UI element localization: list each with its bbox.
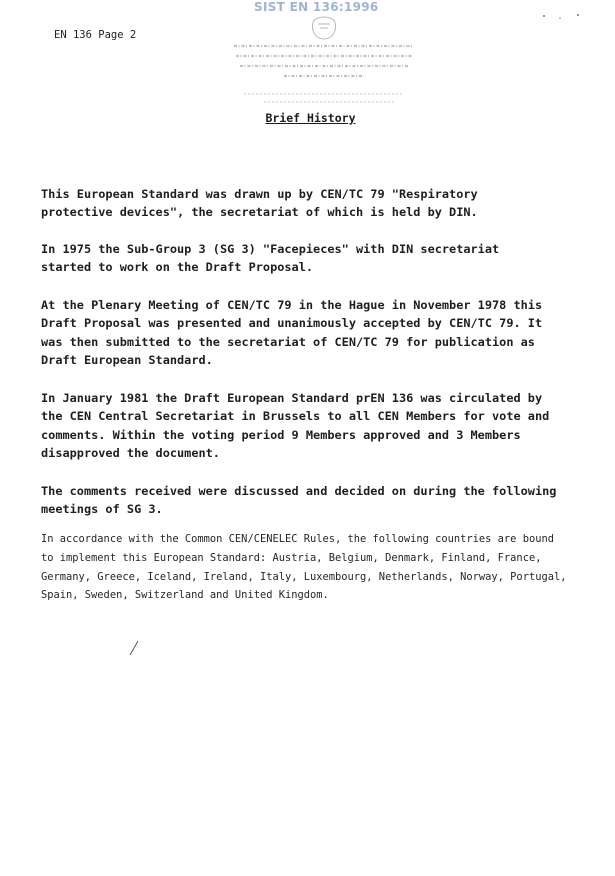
paragraph-4: In January 1981 the Draft European Standard prEN 136 was circulated by the CEN Central Secretariat in Brussels to all CEN Members for vote and comments. Within the voting period 9 Members approved and 3 Members disapproved the document.	[41, 391, 550, 460]
paragraph-5: The comments received were discussed and decided on during the following meetings of SG 3.	[41, 484, 557, 517]
title-text: Brief History	[265, 111, 356, 125]
watermark: SIST EN 136:1996	[254, 0, 379, 14]
paragraph-1: This European Standard was drawn up by CEN/TC 79 "Respiratory protective devices", the secretariat of which is held by DIN.	[41, 187, 478, 220]
implementation-note: In accordance with the Common CEN/CENELEC Rules, the following countries are bound to implement this European Standard: Austria, Belgium, Denmark, Finland, France, Germany, Greece, Iceland, Ireland, Italy, Luxembourg, Netherlands, Norway, Portugal, Spain, Sweden, Switzerland and United Kingdom.	[41, 533, 567, 602]
stray-pen-mark-icon	[128, 640, 140, 656]
corner-specks-icon	[540, 10, 590, 22]
paragraph-2: In 1975 the Sub-Group 3 (SG 3) "Facepieces" with DIN secretariat started to work on the Draft Proposal.	[41, 242, 500, 275]
paragraph-3: At the Plenary Meeting of CEN/TC 79 in the Hague in November 1978 this Draft Proposal was presented and unanimously accepted by CEN/TC 79. It was then submitted to the secretariat of CEN/TC 79 for publication as Draft European Standard.	[41, 298, 543, 367]
stamp-seal-icon	[224, 14, 424, 110]
page-label: EN 136 Page 2	[54, 29, 137, 41]
page-title	[0, 111, 615, 125]
